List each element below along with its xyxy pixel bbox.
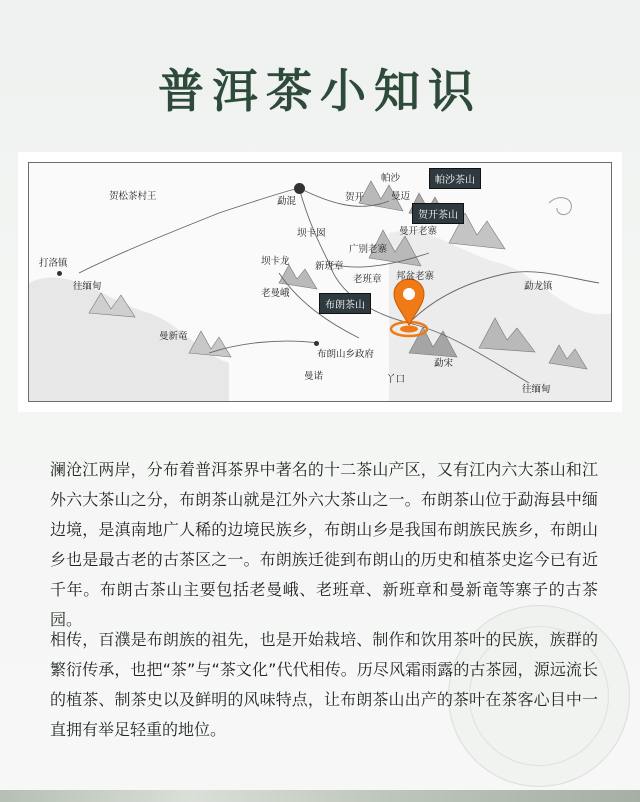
place-manggong: 曼迈 — [391, 191, 411, 202]
place-wangmian-2: 往缅甸 — [522, 384, 551, 395]
place-mankai: 曼开老寨 — [399, 226, 438, 237]
place-guangbie: 广别老寨 — [349, 244, 388, 255]
paragraph-intro: 澜沧江两岸，分布着普洱茶界中著名的十二茶山产区，又有江内六大茶山和江外六大茶山之分，布朗茶山就是江外六大茶山之一。布朗茶山位于勐海县中缅边境，是滇南地广人稀的边境民族乡，布朗山乡是我国布朗族民族乡，布朗山乡也是最古老的古茶区之一。布朗族迁徙到布朗山的历史和植茶史迄今已有近千年。布朗古茶山主要包括老曼峨、老班章、新班章和曼新竜等寨子的古茶园。 — [50, 460, 598, 629]
place-laobanzhang: 老班章 — [353, 274, 382, 285]
place-menghun: 勐混 — [277, 196, 297, 207]
map-canvas — [28, 162, 612, 402]
label-pasha-mountain: 帕沙茶山 — [429, 168, 481, 189]
place-wangmian-1: 往缅甸 — [73, 281, 102, 292]
bottom-decor-strip — [0, 790, 640, 802]
label-hekai-mountain: 贺开茶山 — [412, 203, 464, 224]
place-manxinlong: 曼新竜 — [159, 331, 188, 342]
place-mengsong: 勐宋 — [434, 358, 454, 369]
paragraph-legend: 相传，百濮是布朗族的祖先，也是开始栽培、制作和饮用茶叶的民族，族群的繁衍传承，也把“茶”与“茶文化”代代相传。历尽风霜雨露的古茶园，源远流长的植茶、制茶史以及鲜明的风味特点，让布朗茶山出产的茶叶在茶客心目中一直拥有举足轻重的地位。 — [50, 630, 598, 739]
place-menglongzhen: 勐龙镇 — [524, 281, 553, 292]
place-daluozhen: 打洛镇 — [39, 258, 68, 269]
place-bulangxiang: 布朗山乡政府 — [317, 349, 375, 360]
place-xinbanzhang: 新班章 — [315, 261, 344, 272]
page-title: 普洱茶小知识 — [158, 64, 482, 118]
place-mannuo: 曼诺 — [304, 371, 324, 382]
place-hekai: 贺开 — [345, 192, 365, 203]
cloud-swirl — [549, 198, 571, 215]
place-bakagu: 坝卡囡 — [297, 228, 326, 239]
dot-daluozhen — [57, 271, 62, 276]
place-pasha: 帕沙 — [381, 173, 401, 184]
place-dingkou: 丫口 — [386, 374, 406, 385]
tea-mountain-map — [18, 152, 622, 412]
place-hesong: 贺松茶村王 — [109, 191, 157, 202]
mountain-wash-right — [389, 231, 612, 402]
place-bakalong: 坝卡龙 — [261, 256, 290, 267]
place-laomane: 老曼峨 — [261, 288, 290, 299]
place-bangpen: 邦盆老寨 — [396, 271, 435, 282]
label-bulang-mountain: 布朗茶山 — [319, 293, 371, 314]
